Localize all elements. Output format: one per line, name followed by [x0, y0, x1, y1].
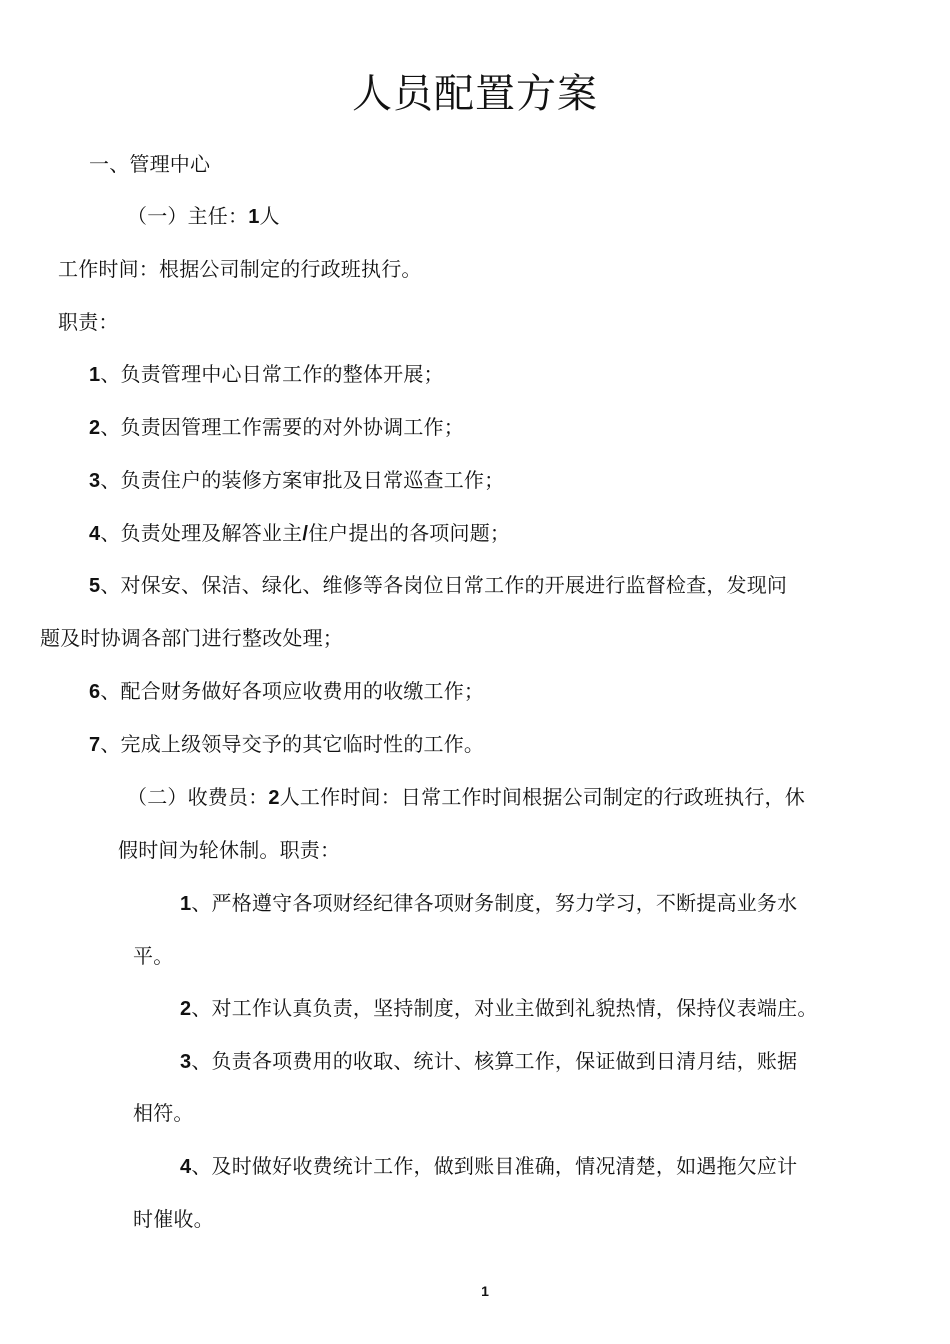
- duty-number: 2: [180, 998, 192, 1020]
- headcount: 2: [268, 787, 280, 809]
- duty-text: 住户提出的各项问题；: [308, 521, 511, 545]
- duty-item: [89, 732, 484, 757]
- slash: /: [302, 523, 309, 545]
- duty-text: 、负责住户的装修方案审批及日常巡查工作；: [100, 468, 505, 492]
- headcount: 1: [248, 206, 260, 228]
- duty-number: 1: [89, 364, 101, 386]
- duty-item: [180, 891, 797, 916]
- duty-text-continuation: 时催收。: [133, 1207, 214, 1231]
- duty-item: [180, 996, 818, 1021]
- duty-number: 4: [180, 1156, 192, 1178]
- duty-number: 3: [89, 470, 101, 492]
- duty-text-continuation: 平。: [133, 944, 174, 968]
- duty-text: 、对保安、保洁、绿化、维修等各岗位日常工作的开展进行监督检查，发现问: [100, 573, 788, 597]
- duty-item: [89, 521, 510, 546]
- duty-item: [89, 468, 504, 493]
- duty-item: [180, 1049, 797, 1074]
- section-heading: 一、管理中心: [89, 152, 211, 176]
- duty-text: 、严格遵守各项财经纪律各项财务制度，努力学习，不断提高业务水: [191, 891, 798, 915]
- duty-text: 、负责管理中心日常工作的整体开展；: [100, 362, 444, 386]
- subsection-prefix: （二）收费员：: [127, 785, 269, 809]
- duty-number: 1: [180, 893, 192, 915]
- duty-text: 、负责因管理工作需要的对外协调工作；: [100, 415, 464, 439]
- duty-text: 、对工作认真负责，坚持制度，对业主做到礼貌热情，保持仪表端庄。: [191, 996, 818, 1020]
- duty-text: 、完成上级领导交予的其它临时性的工作。: [100, 732, 485, 756]
- document-title: 人员配置方案: [352, 71, 598, 117]
- duties-label: 职责：: [58, 310, 119, 334]
- duty-text-continuation: 相符。: [133, 1101, 194, 1125]
- duty-item: [89, 573, 787, 598]
- duty-text: 、及时做好收费统计工作，做到账目准确，情况清楚，如遇拖欠应计: [191, 1154, 798, 1178]
- subsection-suffix: 人: [259, 204, 280, 228]
- duty-number: 2: [89, 417, 101, 439]
- duty-number: 4: [89, 523, 101, 545]
- duty-text: 、负责各项费用的收取、统计、核算工作，保证做到日清月结，账据: [191, 1049, 798, 1073]
- duty-text: 、负责处理及解答业主: [100, 521, 303, 545]
- subsection-prefix: （一）主任：: [127, 204, 249, 228]
- duty-number: 3: [180, 1051, 192, 1073]
- duty-item: [89, 362, 444, 387]
- subsection-heading-cashier: [127, 785, 805, 810]
- subsection-heading-continuation: 假时间为轮休制。职责：: [118, 838, 341, 862]
- duty-number: 5: [89, 575, 101, 597]
- duty-text-continuation: 题及时协调各部门进行整改处理；: [40, 626, 343, 650]
- duty-item: [180, 1154, 797, 1179]
- duty-text: 、配合财务做好各项应收费用的收缴工作；: [100, 679, 485, 703]
- page-number: 1: [481, 1283, 489, 1299]
- subsection-heading-director: [127, 204, 280, 229]
- duty-number: 6: [89, 681, 101, 703]
- subsection-rest: 人工作时间：日常工作时间根据公司制定的行政班执行，休: [279, 785, 805, 809]
- duty-number: 7: [89, 734, 101, 756]
- work-time-text: 工作时间：根据公司制定的行政班执行。: [58, 257, 422, 281]
- duty-item: [89, 679, 484, 704]
- duty-item: [89, 415, 464, 440]
